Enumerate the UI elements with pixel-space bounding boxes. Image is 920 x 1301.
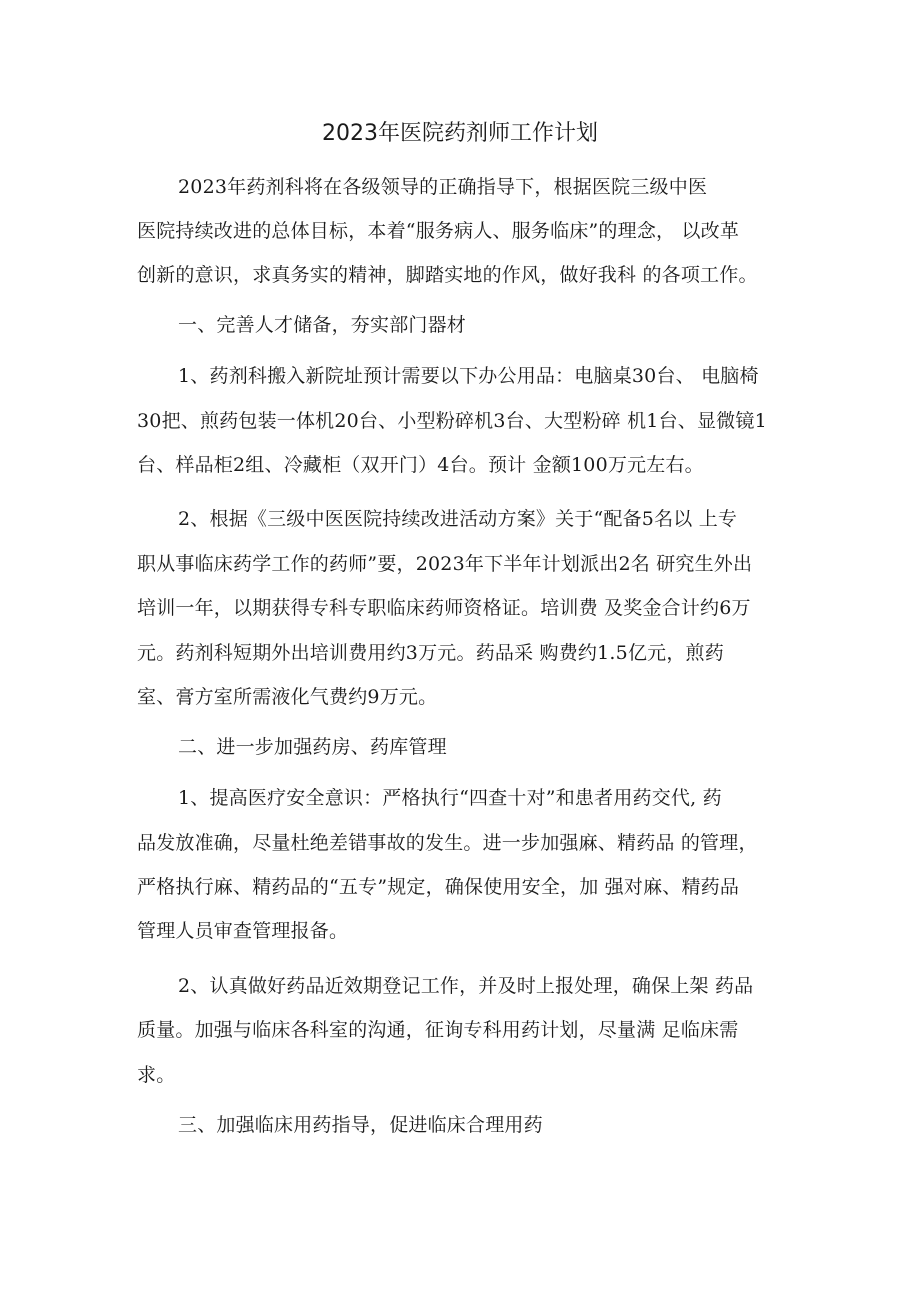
body-line: 2、认真做好药品近效期登记工作，并及时上报处理，确保上架 药品 <box>178 975 754 997</box>
body-line: 医院持续改进的总体目标，本着“服务病人、服务临床”的理念， 以改革 <box>137 220 740 242</box>
body-line: 室、膏方室所需液化气费约9万元。 <box>137 686 438 708</box>
body-line: 管理人员审查管理报备。 <box>137 920 349 942</box>
section-heading: 三、加强临床用药指导，促进临床合理用药 <box>178 1114 543 1136</box>
body-line: 1、药剂科搬入新院址预计需要以下办公用品：电脑桌30台、 电脑椅 <box>178 365 759 387</box>
body-line: 质量。加强与临床各科室的沟通，征询专科用药计划，尽量满 足临床需 <box>137 1019 739 1041</box>
document-title: 2023年医院药剂师工作计划 <box>322 121 598 146</box>
body-line: 职从事临床药学工作的药师”要，2023年下半年计划派出2名 研究生外出 <box>137 553 753 575</box>
body-line: 创新的意识，求真务实的精神，脚踏实地的作风，做好我科 的各项工作。 <box>137 264 758 286</box>
body-line: 元。药剂科短期外出培训费用约3万元。药品采 购费约1.5亿元，煎药 <box>137 642 724 664</box>
section-heading: 二、进一步加强药房、药库管理 <box>178 736 447 758</box>
body-line: 求。 <box>137 1064 176 1086</box>
body-line: 台、样品柜2组、冷藏柜（双开门）4台。预计 金额100万元左右。 <box>137 454 704 476</box>
body-line: 培训一年，以期获得专科专职临床药师资格证。培训费 及奖金合计约6万 <box>137 597 751 619</box>
body-line: 2、根据《三级中医医院持续改进活动方案》关于“配备5名以 上专 <box>178 508 738 530</box>
body-line: 2023年药剂科将在各级领导的正确指导下，根据医院三级中医 <box>178 176 708 198</box>
body-line: 30把、煎药包装一体机20台、小型粉碎机3台、大型粉碎 机1台、显微镜1 <box>137 410 767 432</box>
section-heading: 一、完善人才储备，夯实部门器材 <box>178 314 467 336</box>
body-line: 1、提高医疗安全意识：严格执行“四查十对”和患者用药交代, 药 <box>178 787 722 809</box>
body-line: 品发放准确，尽量杜绝差错事故的发生。进一步加强麻、精药品 的管理， <box>137 832 758 854</box>
body-line: 严格执行麻、精药品的“五专”规定，确保使用安全，加 强对麻、精药品 <box>137 876 740 898</box>
